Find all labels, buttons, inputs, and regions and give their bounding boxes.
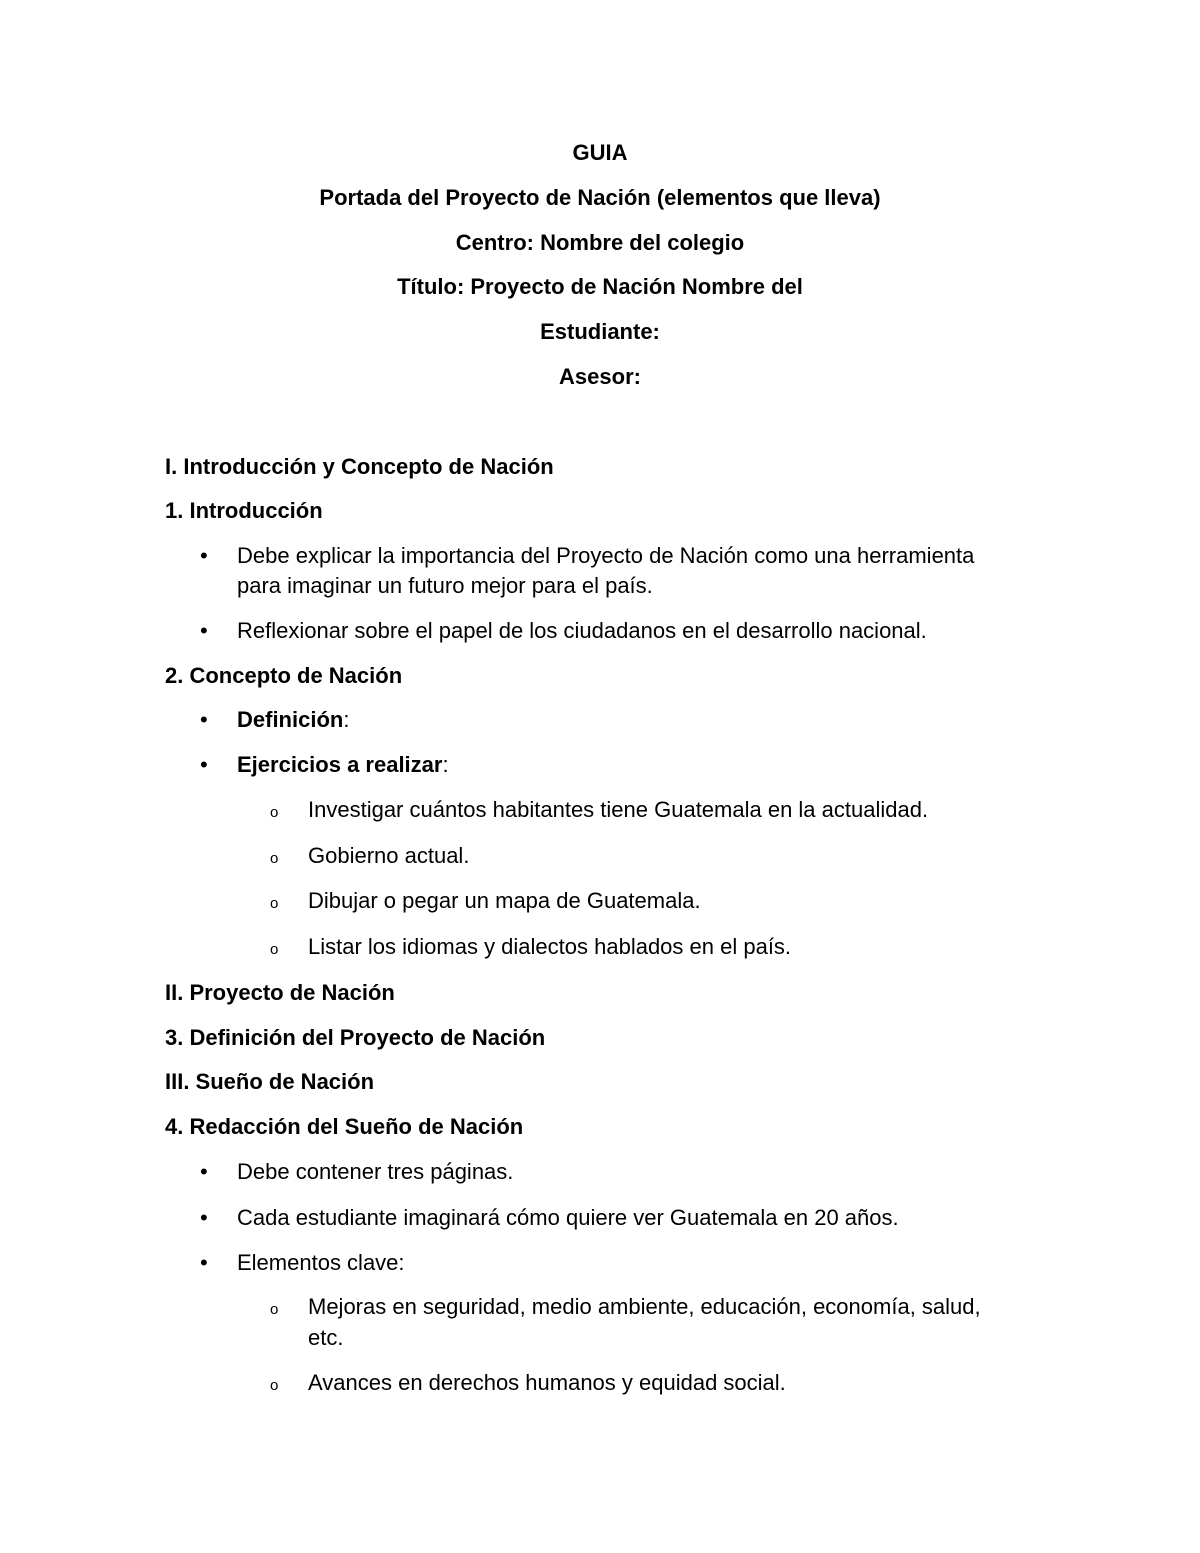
- ejercicios-colon: :: [442, 752, 449, 777]
- section-heading-1: I. Introducción y Concepto de Nación: [165, 454, 554, 479]
- subsection-heading-1: 1. Introducción: [165, 498, 323, 523]
- bullet-text: Debe explicar la importancia del Proyecto de Nación como una herramienta: [237, 543, 975, 568]
- ejercicios-item: [237, 750, 449, 780]
- bullet-glyph: •: [200, 707, 208, 732]
- key-element-item-continued: etc.: [308, 1325, 344, 1350]
- cover-estudiante: Estudiante:: [540, 319, 660, 344]
- subsection-heading-2: 2. Concepto de Nación: [165, 663, 403, 688]
- bullet-glyph: •: [200, 543, 208, 568]
- bullet-text: Debe contener tres páginas.: [237, 1159, 514, 1184]
- sub-bullet-glyph: o: [270, 850, 279, 867]
- bullet-glyph: •: [200, 1250, 208, 1275]
- exercise-item: Dibujar o pegar un mapa de Guatemala.: [308, 888, 701, 913]
- subsection-heading-4: 4. Redacción del Sueño de Nación: [165, 1114, 524, 1139]
- bullet-text-continued: para imaginar un futuro mejor para el país.: [237, 573, 653, 598]
- doc-title: GUIA: [572, 140, 628, 165]
- section-heading-2: II. Proyecto de Nación: [165, 980, 395, 1005]
- sub-bullet-glyph: o: [270, 1301, 279, 1318]
- exercise-item: Listar los idiomas y dialectos hablados en el país.: [308, 934, 792, 959]
- sub-bullet-glyph: o: [270, 941, 279, 958]
- bullet-glyph: •: [200, 1205, 208, 1230]
- definicion-colon: :: [343, 707, 350, 732]
- bullet-glyph: •: [200, 752, 208, 777]
- section-heading-3: III. Sueño de Nación: [165, 1069, 375, 1094]
- cover-centro: Centro: Nombre del colegio: [455, 230, 745, 255]
- sub-bullet-glyph: o: [270, 895, 279, 912]
- key-element-item: Avances en derechos humanos y equidad social.: [308, 1370, 786, 1395]
- definicion-item: [237, 705, 349, 735]
- bullet-glyph: •: [200, 1159, 208, 1184]
- subsection-heading-3: 3. Definición del Proyecto de Nación: [165, 1025, 546, 1050]
- bullet-text: Cada estudiante imaginará cómo quiere ver Guatemala en 20 años.: [237, 1205, 899, 1230]
- cover-portada: Portada del Proyecto de Nación (elementos que lleva): [319, 185, 881, 210]
- bullet-text: Elementos clave:: [237, 1250, 405, 1275]
- definicion-label: Definición: [237, 707, 344, 732]
- cover-titulo: Título: Proyecto de Nación Nombre del: [397, 274, 803, 299]
- sub-bullet-glyph: o: [270, 1377, 279, 1394]
- cover-asesor: Asesor:: [559, 364, 641, 389]
- key-element-item: Mejoras en seguridad, medio ambiente, educación, economía, salud,: [308, 1294, 981, 1319]
- bullet-glyph: •: [200, 618, 208, 643]
- exercise-item: Investigar cuántos habitantes tiene Guatemala en la actualidad.: [308, 797, 929, 822]
- sub-bullet-glyph: o: [270, 804, 279, 821]
- bullet-text: Reflexionar sobre el papel de los ciudadanos en el desarrollo nacional.: [237, 618, 927, 643]
- ejercicios-label: Ejercicios a realizar: [237, 752, 443, 777]
- exercise-item: Gobierno actual.: [308, 843, 470, 868]
